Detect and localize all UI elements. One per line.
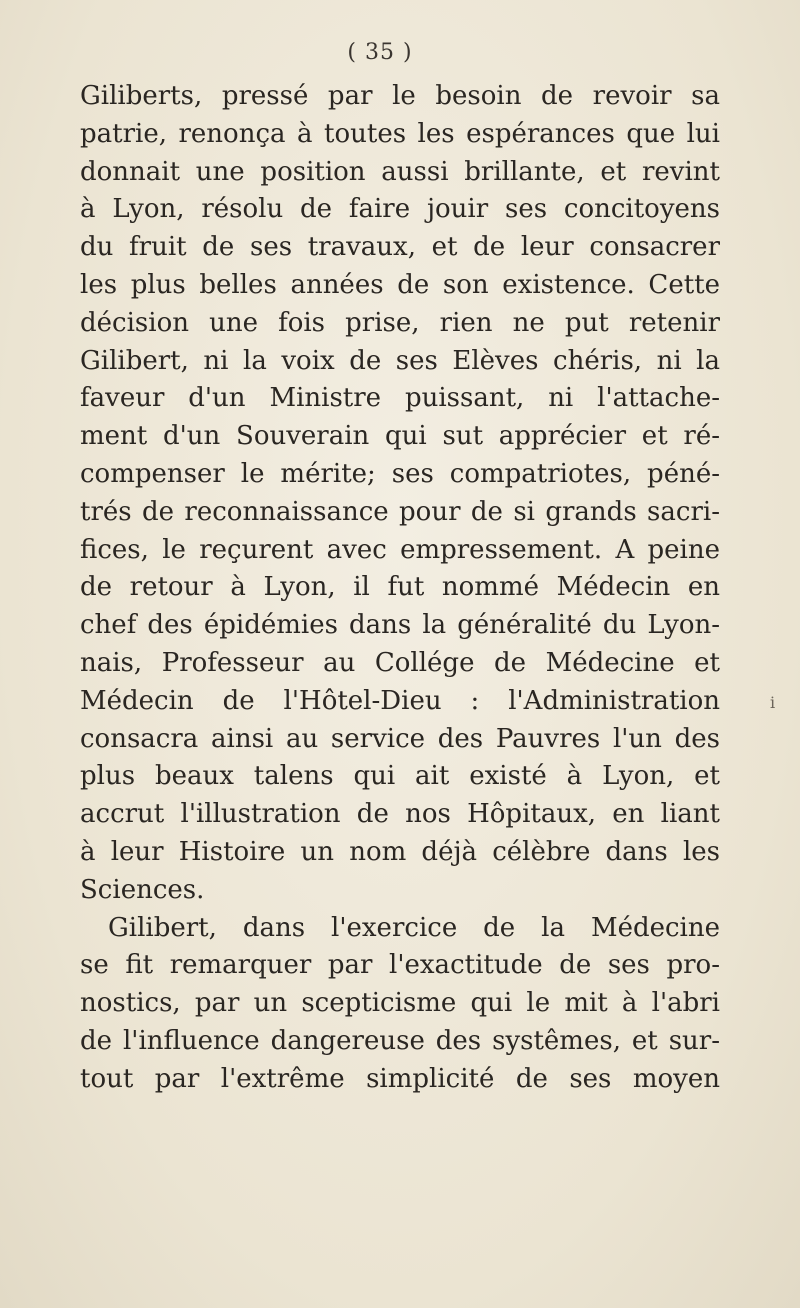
body-text: [80, 78, 720, 1099]
text-line: Sciences.: [80, 874, 205, 905]
text-line: donnait une position aussi brillante, et revint: [80, 156, 720, 187]
text-line: Giliberts, pressé par le besoin de revoir sa: [80, 81, 720, 111]
text-line: nostics, par un scepticisme qui le mit à l'abri: [80, 988, 720, 1019]
text-line: fices, le reçurent avec empressement. A peine: [80, 534, 720, 565]
text-line: Gilibert, dans l'exercice de la Médecine: [108, 912, 720, 943]
margin-mark: i: [770, 693, 776, 712]
page-number: ( 35 ): [347, 40, 413, 65]
text-line: compenser le mérite; ses compatriotes, péné-: [80, 458, 720, 489]
text-line: consacra ainsi au service des Pauvres l'un des: [80, 723, 720, 754]
text-line: Médecin de l'Hôtel-Dieu : l'Administration: [80, 685, 720, 716]
text-line: à leur Histoire un nom déjà célèbre dans les: [80, 836, 720, 867]
text-line: à Lyon, résolu de faire jouir ses concitoyens: [80, 194, 720, 225]
text-line: Gilibert, ni la voix de ses Elèves chéris, ni la: [80, 345, 720, 376]
text-line: décision une fois prise, rien ne put retenir: [80, 307, 720, 338]
text-line: nais, Professeur au Collége de Médecine et: [80, 647, 720, 678]
text-line: faveur d'un Ministre puissant, ni l'attache-: [80, 383, 720, 414]
text-line: patrie, renonça à toutes les espérances que lui: [80, 118, 720, 149]
text-line: du fruit de ses travaux, et de leur consacrer: [80, 232, 720, 263]
text-line: chef des épidémies dans la généralité du Lyon-: [80, 610, 720, 641]
text-line: ment d'un Souverain qui sut apprécier et ré-: [80, 421, 720, 452]
text-line: plus beaux talens qui ait existé à Lyon, et: [80, 761, 720, 792]
paragraph-2: [80, 910, 720, 1099]
text-line: trés de reconnaissance pour de si grands sacri-: [80, 496, 720, 527]
text-line: accrut l'illustration de nos Hôpitaux, en liant: [80, 799, 720, 830]
paragraph-1: [80, 78, 720, 910]
text-line: les plus belles années de son existence. Cette: [80, 269, 720, 300]
text-line: de retour à Lyon, il fut nommé Médecin en: [80, 572, 720, 603]
text-line: tout par l'extrême simplicité de ses moyen: [80, 1063, 720, 1094]
text-line: se fit remarquer par l'exactitude de ses pro-: [80, 950, 720, 981]
text-line: de l'influence dangereuse des systêmes, et sur-: [80, 1025, 720, 1056]
